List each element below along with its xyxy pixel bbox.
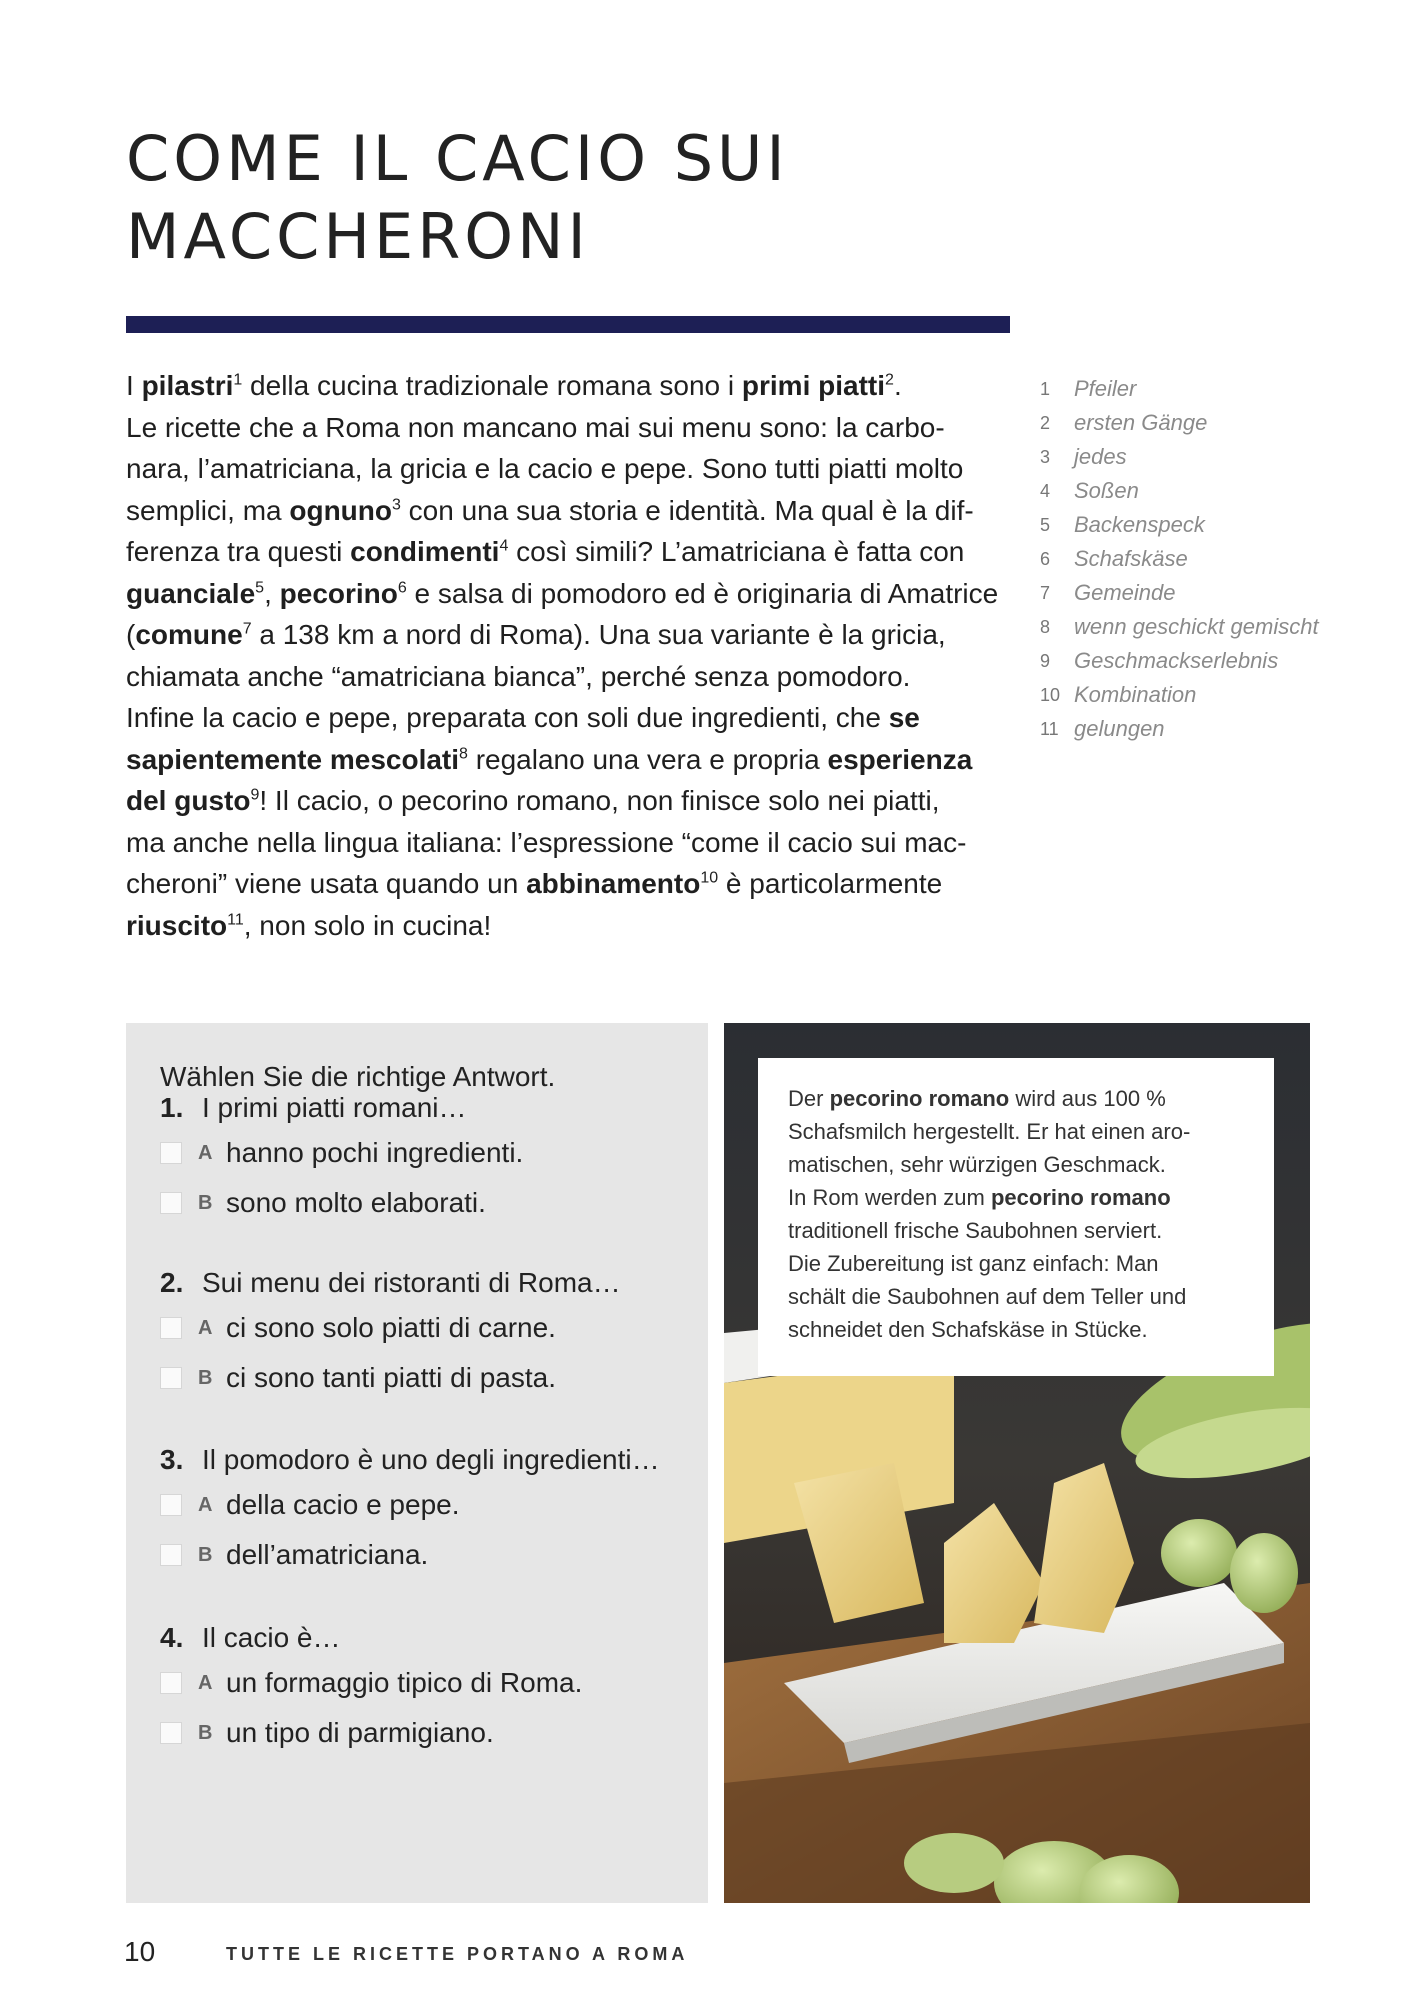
bold-term: primi piatti	[741, 370, 886, 401]
answer-checkbox[interactable]	[160, 1317, 182, 1339]
quiz-question	[160, 1617, 680, 1758]
answer-checkbox[interactable]	[160, 1192, 182, 1214]
glossary-item	[1040, 712, 1340, 746]
text-run: Schafsmilch hergestellt. Er hat einen aro-	[788, 1119, 1191, 1144]
text-run: è particolarmente	[718, 868, 943, 899]
quiz-question	[160, 1087, 680, 1228]
question-number: 4.	[160, 1622, 184, 1653]
answer-checkbox[interactable]	[160, 1672, 182, 1694]
page-number: 10	[124, 1936, 156, 1967]
question-head	[160, 1262, 680, 1303]
answer-checkbox[interactable]	[160, 1142, 182, 1164]
answer-option[interactable]	[160, 1658, 680, 1708]
option-text: un tipo di parmigiano.	[226, 1717, 494, 1748]
answer-checkbox[interactable]	[160, 1544, 182, 1566]
answer-option[interactable]	[160, 1178, 680, 1228]
glossary-number: 8	[1040, 617, 1051, 637]
text-run: ,	[264, 577, 280, 609]
glossary-number: 9	[1040, 651, 1051, 671]
glossary-item	[1040, 440, 1340, 474]
text-run: ma anche nella lingua italiana: l’espressione “come il cacio sui mac-	[126, 826, 967, 858]
bold-term: esperienza	[827, 743, 973, 775]
text-run: Le ricette che a Roma non mancano mai sui menu sono: la carbo-	[126, 411, 945, 443]
footnote-marker: 5	[255, 579, 265, 597]
option-text: ci sono tanti piatti di pasta.	[226, 1362, 556, 1393]
answer-option[interactable]	[160, 1128, 680, 1178]
glossary-word: wenn geschickt gemischt	[1074, 614, 1319, 639]
text-run: Die Zubereitung ist ganz einfach: Man	[788, 1251, 1159, 1276]
option-text: un formaggio tipico di Roma.	[226, 1667, 583, 1698]
footnote-marker: 9	[250, 786, 260, 804]
question-head	[160, 1617, 680, 1658]
option-text: dell’amatriciana.	[226, 1539, 429, 1570]
glossary-item	[1040, 576, 1340, 610]
glossary-word: Gemeinde	[1074, 580, 1176, 605]
option-letter: A	[198, 1141, 213, 1164]
glossary-item	[1040, 678, 1340, 712]
footnote-marker: 10	[700, 869, 719, 887]
option-text: hanno pochi ingredienti.	[226, 1137, 524, 1168]
option-letter: B	[198, 1721, 213, 1744]
answer-option[interactable]	[160, 1303, 680, 1353]
answer-option[interactable]	[160, 1480, 680, 1530]
bold-term: comune	[135, 619, 243, 650]
text-run: ferenza tra questi	[126, 536, 351, 567]
question-text: Il pomodoro è uno degli ingredienti…	[202, 1444, 660, 1475]
text-run: nara, l’amatriciana, la gricia e la cacio e pepe. Sono tutti piatti molto	[126, 453, 964, 484]
text-run: ! Il cacio, o pecorino romano, non finisce solo nei piatti,	[259, 785, 940, 816]
page-title-line-1: COME IL CACIO SUI	[126, 122, 789, 195]
option-letter: A	[198, 1671, 213, 1694]
text-run: Infine la cacio e pepe, preparata con soli due ingredienti, che	[126, 702, 889, 733]
question-number: 3.	[160, 1444, 184, 1475]
text-run: In Rom werden zum	[788, 1185, 991, 1210]
bold-term: pecorino	[279, 577, 398, 609]
answer-option[interactable]	[160, 1708, 680, 1758]
glossary-number: 10	[1040, 685, 1061, 705]
text-run: schneidet den Schafskäse in Stücke.	[788, 1317, 1148, 1342]
bold-term: pilastri	[141, 370, 234, 401]
text-run: a 138 km a nord di Roma). Una sua variante è la gricia,	[251, 619, 946, 650]
text-run: .	[893, 370, 902, 401]
text-run: schält die Saubohnen auf dem Teller und	[788, 1284, 1187, 1309]
glossary-word: jedes	[1074, 444, 1127, 469]
text-run: con una sua storia e identità. Ma qual è la dif-	[400, 494, 974, 526]
footnote-marker: 7	[242, 620, 252, 638]
footnote-marker: 11	[227, 911, 244, 929]
glossary-number: 4	[1040, 481, 1051, 501]
glossary-number: 5	[1040, 515, 1051, 535]
answer-checkbox[interactable]	[160, 1722, 182, 1744]
glossary-word: Soßen	[1074, 478, 1139, 503]
running-title: TUTTE LE RICETTE PORTANO A ROMA	[226, 1944, 689, 1964]
text-run: regalano una vera e propria	[467, 743, 828, 775]
bold-term: guanciale	[126, 577, 256, 609]
question-number: 1.	[160, 1092, 184, 1123]
article-paragraph	[126, 365, 1006, 946]
glossary-word: Schafskäse	[1074, 546, 1188, 571]
glossary-word: Pfeiler	[1074, 376, 1137, 401]
bold-term: abbinamento	[526, 868, 701, 899]
text-run: traditionell frische Saubohnen serviert.	[788, 1218, 1163, 1243]
bold-term: condimenti	[350, 536, 500, 567]
bold-term: riuscito	[126, 909, 228, 941]
quiz-box	[126, 1023, 708, 1903]
glossary-item	[1040, 508, 1340, 542]
bold-term: pecorino romano	[829, 1086, 1010, 1111]
text-run: wird aus 100 %	[1009, 1086, 1166, 1111]
text-run: chiamata anche “amatriciana bianca”, perché senza pomodoro.	[126, 660, 911, 692]
text-run: , non solo in cucina!	[243, 909, 492, 941]
page-title-line-2: MACCHERONI	[126, 200, 590, 273]
footnote-marker: 6	[397, 579, 407, 597]
option-letter: B	[198, 1543, 213, 1566]
text-run: I	[126, 370, 142, 401]
glossary-word: Kombination	[1074, 682, 1197, 707]
question-text: Il cacio è…	[202, 1622, 341, 1653]
glossary-word: ersten Gänge	[1074, 410, 1208, 435]
answer-option[interactable]	[160, 1530, 680, 1580]
question-head	[160, 1087, 680, 1128]
footnote-marker: 3	[392, 496, 401, 514]
title-rule	[126, 316, 1010, 333]
option-letter: A	[198, 1493, 213, 1516]
quiz-question	[160, 1439, 680, 1580]
glossary-number: 6	[1040, 549, 1051, 569]
glossary-item	[1040, 406, 1340, 440]
glossary-item	[1040, 372, 1340, 406]
text-run: semplici, ma	[126, 494, 290, 526]
text-run: (	[126, 619, 136, 650]
article-text	[126, 365, 1006, 946]
pecorino-info-box	[758, 1058, 1274, 1376]
question-number: 2.	[160, 1267, 184, 1298]
bold-term: del gusto	[126, 785, 251, 816]
quiz-instruction: Wählen Sie die richtige Antwort.	[160, 1061, 556, 1092]
footnote-marker: 4	[499, 537, 509, 555]
glossary-item	[1040, 644, 1340, 678]
text-run: matischen, sehr würzigen Geschmack.	[788, 1152, 1166, 1177]
text-run: cheroni” viene usata quando un	[126, 868, 527, 899]
glossary-word: Geschmackserlebnis	[1074, 648, 1279, 673]
glossary-number: 3	[1040, 447, 1051, 467]
footnote-marker: 2	[885, 371, 894, 389]
glossary-word: Backenspeck	[1074, 512, 1205, 537]
glossary-number: 7	[1040, 583, 1051, 603]
option-letter: B	[198, 1366, 213, 1389]
glossary-number: 2	[1040, 413, 1051, 433]
glossary-number: 1	[1040, 379, 1051, 399]
glossary-item	[1040, 610, 1340, 644]
option-text: ci sono solo piatti di carne.	[226, 1312, 556, 1343]
glossary-item	[1040, 474, 1340, 508]
option-letter: B	[198, 1191, 213, 1214]
option-text: della cacio e pepe.	[226, 1489, 460, 1520]
text-run: Der	[788, 1086, 830, 1111]
question-head	[160, 1439, 680, 1480]
answer-option[interactable]	[160, 1353, 680, 1403]
answer-checkbox[interactable]	[160, 1494, 182, 1516]
bold-term: se	[888, 702, 920, 733]
answer-checkbox[interactable]	[160, 1367, 182, 1389]
text-run: così simili? L’amatriciana è fatta con	[508, 536, 965, 567]
bold-term: pecorino romano	[990, 1185, 1171, 1210]
footnote-marker: 8	[459, 745, 468, 763]
text-run: e salsa di pomodoro ed è originaria di Amatrice	[406, 577, 999, 609]
glossary-list	[1040, 372, 1340, 746]
option-letter: A	[198, 1316, 213, 1339]
glossary-item	[1040, 542, 1340, 576]
footnote-marker: 1	[233, 371, 243, 389]
question-text: I primi piatti romani…	[202, 1092, 467, 1123]
option-text: sono molto elaborati.	[226, 1187, 486, 1218]
bold-term: sapientemente mescolati	[126, 743, 460, 775]
glossary-number: 11	[1040, 719, 1059, 739]
glossary-word: gelungen	[1074, 716, 1165, 741]
quiz-question	[160, 1262, 680, 1403]
page-title	[126, 120, 1026, 276]
text-run: della cucina tradizionale romana sono i	[242, 370, 742, 401]
pecorino-info-text	[788, 1082, 1244, 1346]
bold-term: ognuno	[289, 494, 392, 526]
question-text: Sui menu dei ristoranti di Roma…	[202, 1267, 621, 1298]
